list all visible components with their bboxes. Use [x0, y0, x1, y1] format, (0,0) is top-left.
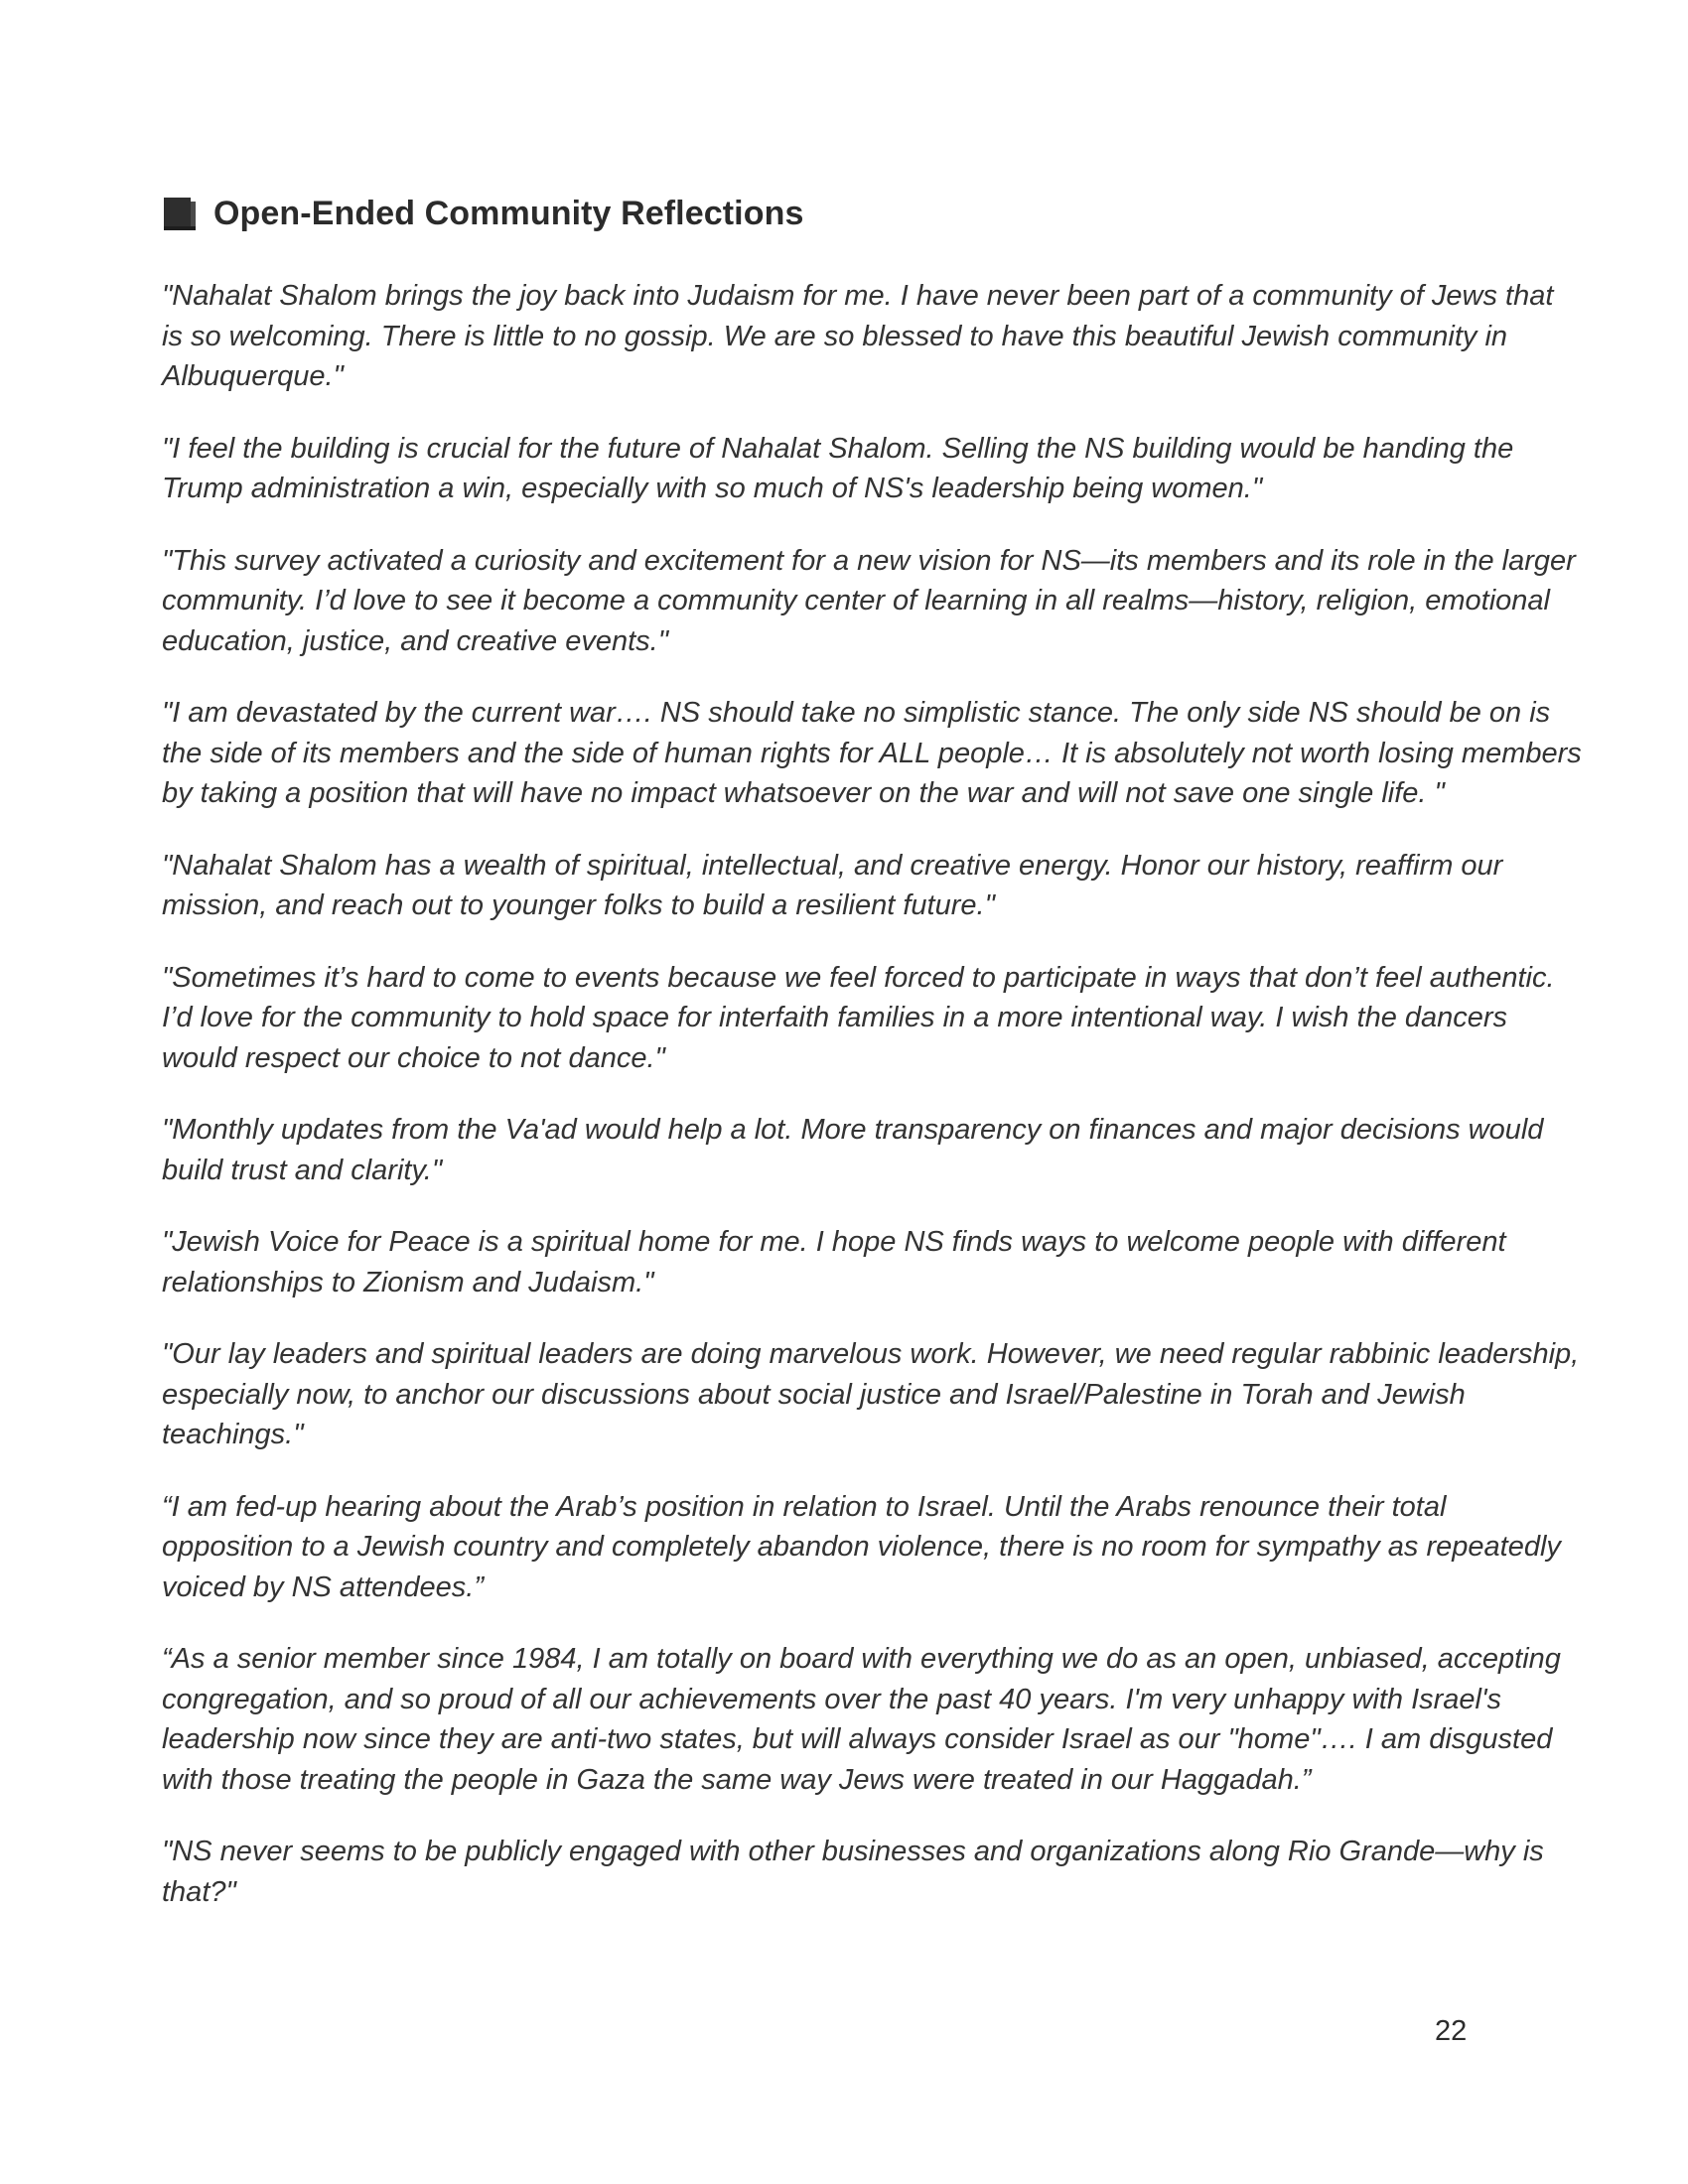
reflection-quote: "Our lay leaders and spiritual leaders are doing marvelous work. However, we need regular rabbinic leadership, especially now, to anchor our discussions about social justice and Israel/Palestine in Torah and Jewish teachings." — [162, 1338, 1580, 1450]
reflection-quote: "Nahalat Shalom brings the joy back into Judaism for me. I have never been part of a community of Jews that is so welcoming. There is little to no gossip. We are so blessed to have this beautiful Jewish community in Albuquerque." — [162, 280, 1554, 392]
reflection-quote: "Nahalat Shalom has a wealth of spiritual, intellectual, and creative energy. Honor our history, reaffirm our mission, and reach out to younger folks to build a resilient future." — [162, 849, 1503, 921]
reflection-quote: “As a senior member since 1984, I am totally on board with everything we do as an open, unbiased, accepting congregation, and so proud of all our achievements over the past 40 years. I'm very unhappy with Israel's leadership now since they are anti-two states, but will always consider Israel as our "home"…. I am disgusted with those treating the people in Gaza the same way Jews were treated in our Haggadah.” — [162, 1643, 1561, 1796]
reflections-list — [162, 276, 1582, 1944]
reflection-quote: "NS never seems to be publicly engaged with other businesses and organizations along Rio Grande—why is that?" — [162, 1836, 1544, 1908]
reflection-quote: "I feel the building is crucial for the future of Nahalat Shalom. Selling the NS building would be handing the Trump administration a win, especially with so much of NS's leadership being women." — [162, 432, 1514, 504]
page-number: 22 — [1435, 2015, 1468, 2047]
reflection-quote: "I am devastated by the current war…. NS should take no simplistic stance. The only side NS should be on is the side of its members and the side of human rights for ALL people… It is absolutely not worth losing members by taking a position that will have no impact whatsoever on the war and will not save one single life. " — [162, 697, 1582, 809]
book-icon — [162, 197, 198, 232]
reflection-quote: "Monthly updates from the Va'ad would help a lot. More transparency on finances and major decisions would build trust and clarity." — [162, 1114, 1544, 1186]
reflection-quote: "Jewish Voice for Peace is a spiritual home for me. I hope NS finds ways to welcome people with different relationships to Zionism and Judaism." — [162, 1226, 1506, 1298]
reflection-quote: “I am fed-up hearing about the Arab’s position in relation to Israel. Until the Arabs renounce their total opposition to a Jewish country and completely abandon violence, there is no room for sympathy as repeatedly voiced by NS attendees.” — [162, 1490, 1561, 1603]
reflection-quote: "Sometimes it’s hard to come to events because we feel forced to participate in ways that don’t feel authentic. I’d love for the community to hold space for interfaith families in a more intentional way. I wish the dancers would respect our choice to not dance." — [162, 961, 1555, 1074]
section-heading — [162, 195, 803, 233]
reflection-quote: "This survey activated a curiosity and excitement for a new vision for NS—its members and its role in the larger community. I’d love to see it become a community center of learning in all realms—history, religion, emotional education, justice, and creative events." — [162, 544, 1576, 657]
section-title: Open-Ended Community Reflections — [213, 195, 804, 232]
